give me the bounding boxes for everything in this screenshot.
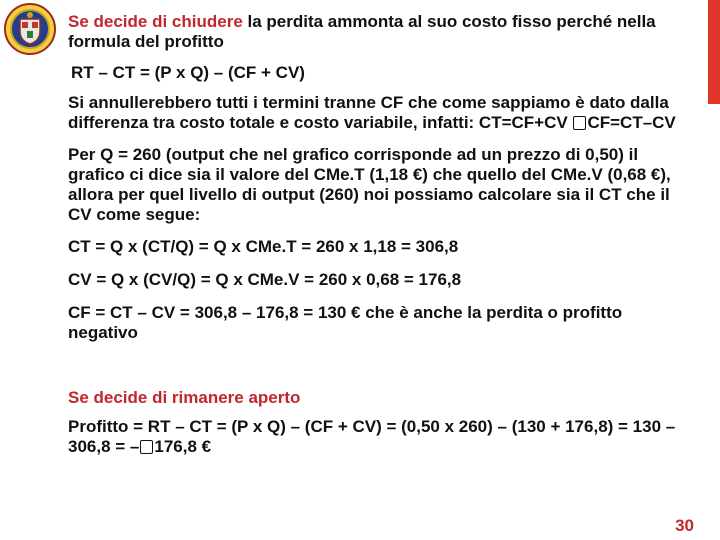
heading-rimanere: Se decide di rimanere aperto xyxy=(68,388,301,407)
heading-chiudere: Se decide di chiudere xyxy=(68,12,243,31)
text-profitto-aperto: Profitto = RT – CT = (P x Q) – (CF + CV) = (0,50 x 260) – (130 + 176,8) = 130 – 306,8 = – xyxy=(68,417,676,456)
university-seal-logo xyxy=(4,3,56,55)
paragraph-chiudere xyxy=(68,12,696,52)
paragraph-output: Per Q = 260 (output che nel grafico corrisponde ad un prezzo di 0,50) il grafico ci dice sia il valore del CMe.T (1,18 €) che quello del CMe.V (0,68 €), allora per quel livello di output (260) noi possiamo calcolare sia il CT che il CV come segue: xyxy=(68,145,671,224)
formula-cv: CV = Q x (CV/Q) = Q x CMe.V = 260 x 0,68 = 176,8 xyxy=(68,270,462,289)
formula-profitto: RT – CT = (P x Q) – (CF + CV) xyxy=(71,63,305,82)
text-chiudere: la perdita ammonta al suo costo fisso perché nella formula del profitto xyxy=(68,12,656,51)
paragraph-annullerebbero xyxy=(68,93,696,133)
formula-ct: CT = Q x (CT/Q) = Q x CMe.T = 260 x 1,18 = 306,8 xyxy=(68,237,459,256)
text-profitto-result: 176,8 € xyxy=(154,437,212,456)
text-annullerebbero: Si annullerebbero tutti i termini tranne CF che come sappiamo è dato dalla differenza tra costo totale e costo variabile, infatti: CT=CF+CV xyxy=(68,93,669,132)
formula-cf: CF=CT–CV xyxy=(587,113,676,132)
accent-bar xyxy=(708,0,720,104)
formula-cf-perdita: CF = CT – CV = 306,8 – 176,8 = 130 € che è anche la perdita o profitto negativo xyxy=(68,303,623,342)
slide-content xyxy=(68,12,696,457)
formula-profitto-aperto xyxy=(68,417,696,457)
missing-glyph-icon xyxy=(573,116,586,130)
missing-glyph-icon xyxy=(140,440,153,454)
page-number: 30 xyxy=(675,516,694,535)
